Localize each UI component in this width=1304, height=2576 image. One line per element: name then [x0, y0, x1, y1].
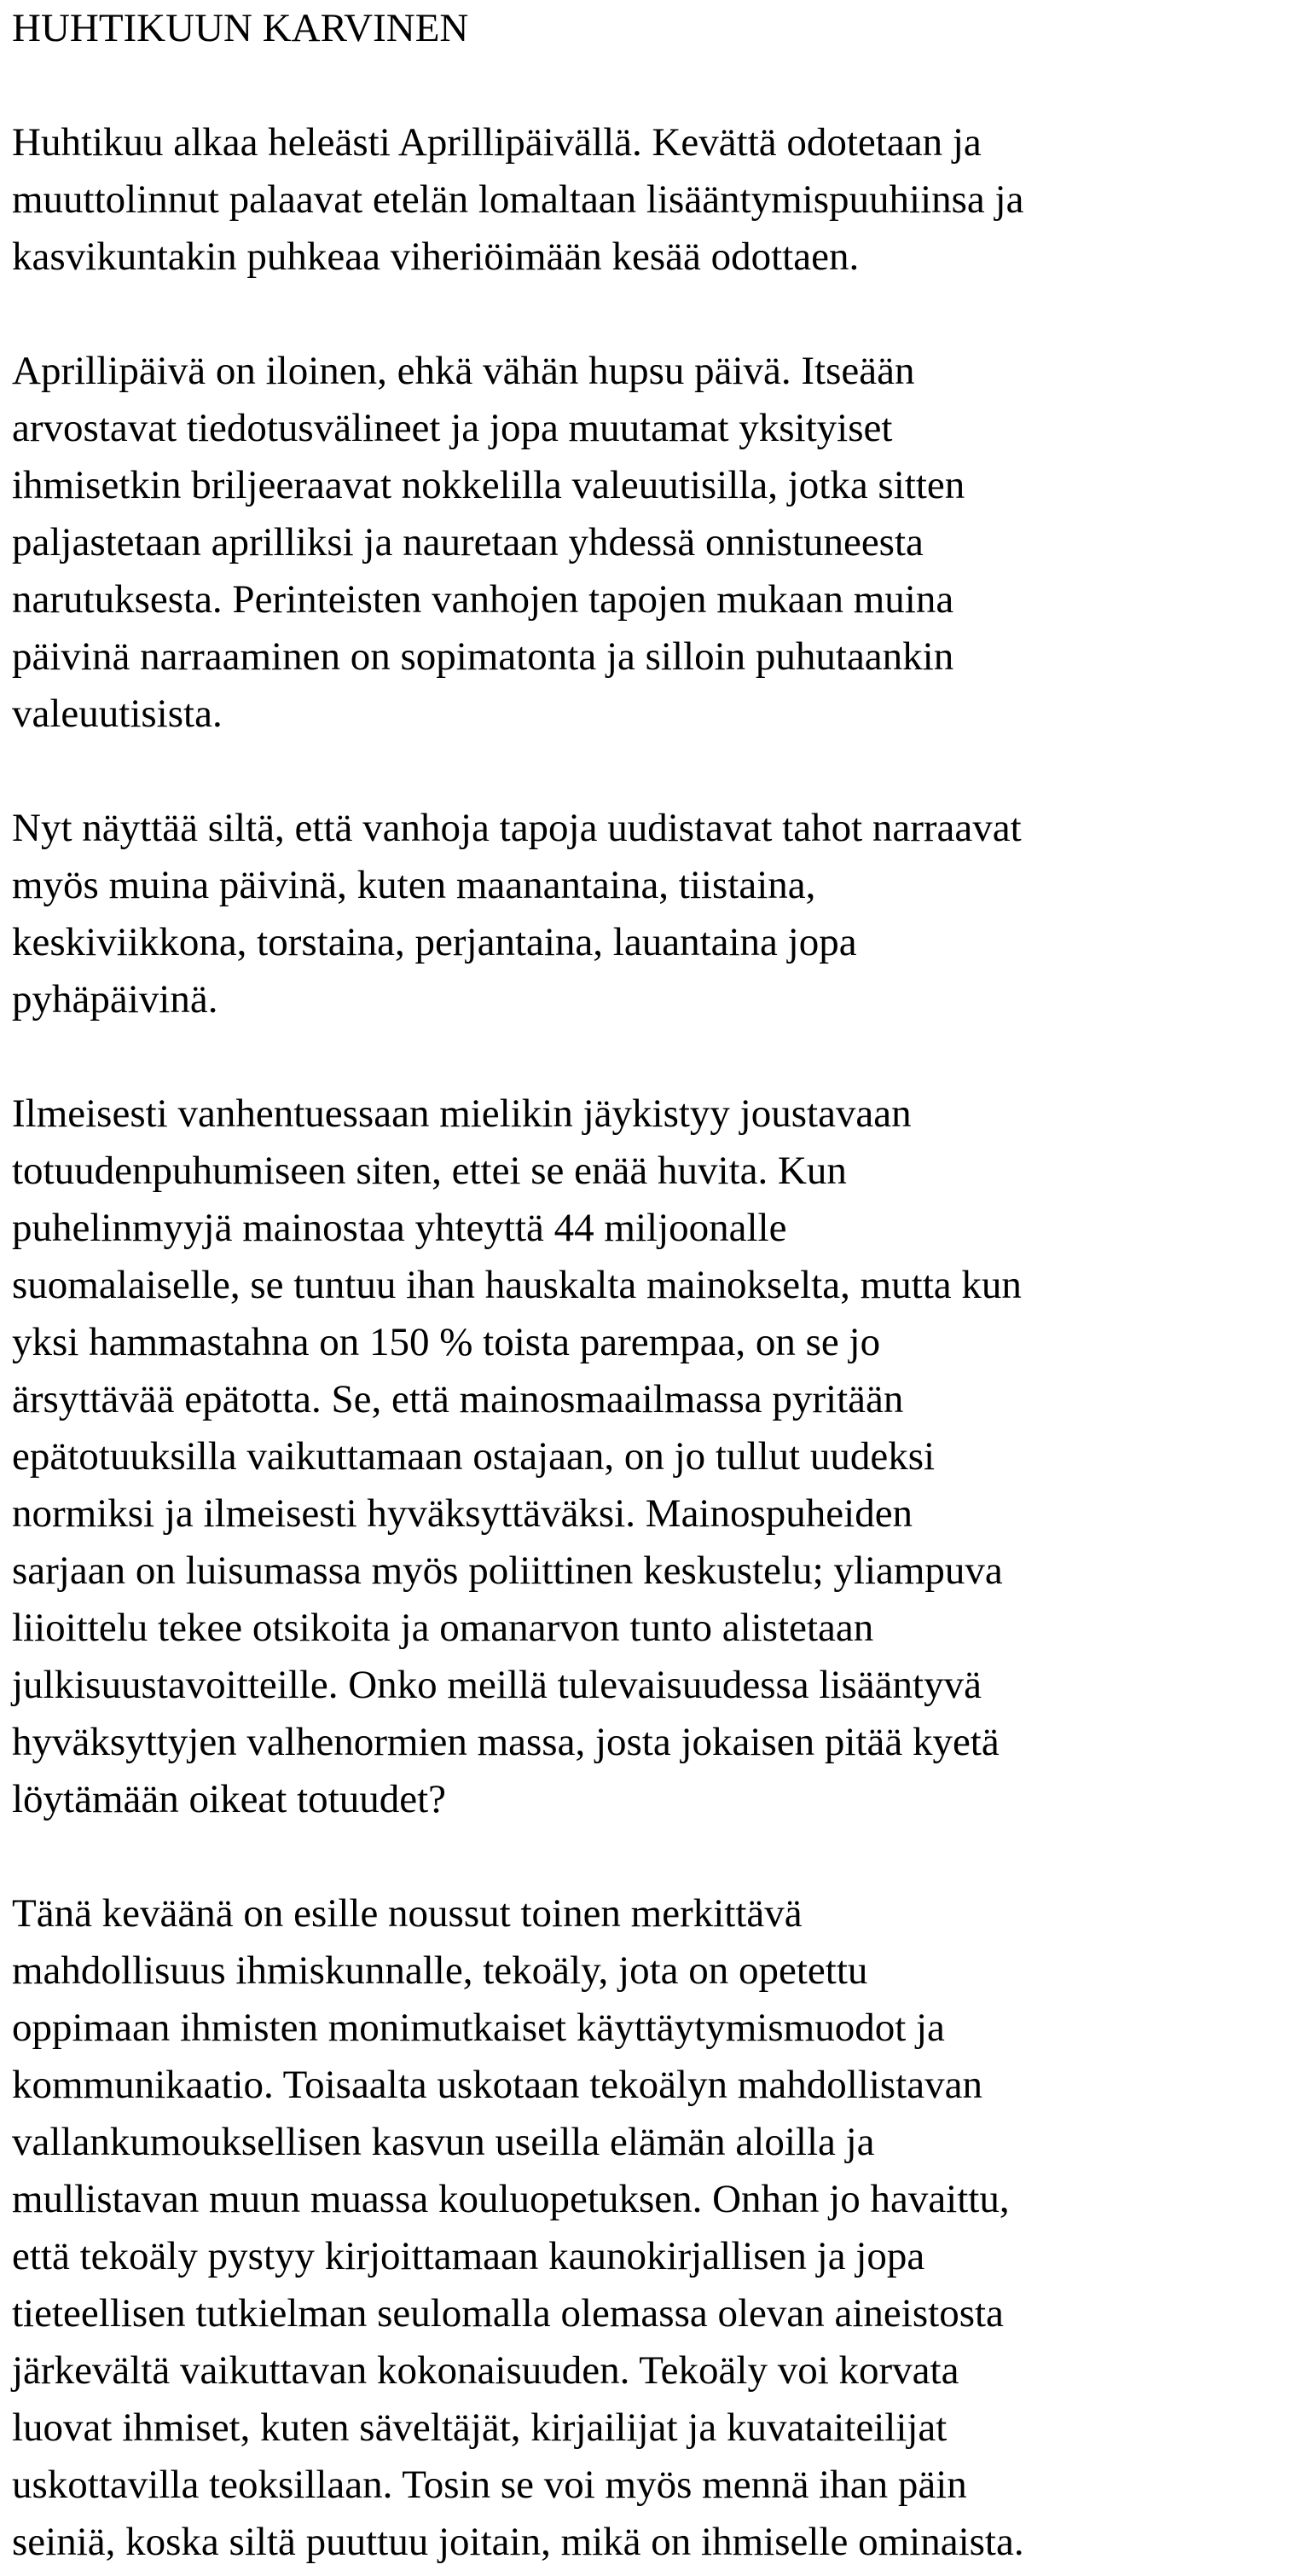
- text-line: Ilmeisesti vanhentuessaan mielikin jäykistyy joustavaan: [12, 1091, 912, 1136]
- text-line: Huhtikuu alkaa heleästi Aprillipäivällä. Kevättä odotetaan ja: [12, 120, 982, 165]
- text-line: totuudenpuhumiseen siten, ettei se enää huvita. Kun: [12, 1149, 847, 1193]
- text-line: keskiviikkona, torstaina, perjantaina, lauantaina jopa: [12, 920, 857, 964]
- text-line: Tänä keväänä on esille noussut toinen merkittävä: [12, 1891, 803, 1936]
- text-line: tieteellisen tutkielman seulomalla olemassa olevan aineistosta: [12, 2291, 1004, 2336]
- paragraph: [12, 286, 1300, 743]
- text-line: kasvikuntakin puhkeaa viheriöimään kesää odottaen.: [12, 234, 860, 279]
- text-line: yksi hammastahna on 150 % toista parempaa, on se jo: [12, 1320, 881, 1364]
- text-line: narutuksesta. Perinteisten vanhojen tapojen mukaan muina: [12, 577, 954, 622]
- text-line: oppimaan ihmisten monimutkaiset käyttäytymismuodot ja: [12, 2006, 945, 2050]
- document-body: [12, 57, 1300, 2571]
- document-title: HUHTIKUUN KARVINEN: [12, 6, 469, 50]
- text-line: epätotuuksilla vaikuttamaan ostajaan, on jo tullut uudeksi: [12, 1434, 936, 1479]
- paragraph: [12, 1828, 1300, 2571]
- text-line: suomalaiselle, se tuntuu ihan hauskalta mainokselta, mutta kun: [12, 1263, 1022, 1307]
- text-line: Aprillipäivä on iloinen, ehkä vähän hupsu päivä. Itseään: [12, 349, 915, 393]
- text-line: vallankumouksellisen kasvun useilla elämän aloilla ja: [12, 2120, 875, 2164]
- text-line: pyhäpäivinä.: [12, 977, 218, 1022]
- text-line: liioittelu tekee otsikoita ja omanarvon tunto alistetaan: [12, 1606, 874, 1650]
- text-line: päivinä narraaminen on sopimatonta ja silloin puhutaankin: [12, 634, 954, 679]
- text-line: luovat ihmiset, kuten säveltäjät, kirjailijat ja kuvataiteilijat: [12, 2405, 948, 2450]
- text-line: puhelinmyyjä mainostaa yhteyttä 44 miljoonalle: [12, 1206, 787, 1250]
- text-line: ihmisetkin briljeeraavat nokkelilla valeuutisilla, jotka sitten: [12, 463, 965, 507]
- text-line: myös muina päivinä, kuten maanantaina, tiistaina,: [12, 863, 816, 907]
- text-line: normiksi ja ilmeisesti hyväksyttäväksi. Mainospuheiden: [12, 1491, 913, 1536]
- text-line: seiniä, koska siltä puuttuu joitain, mikä on ihmiselle ominaista.: [12, 2520, 1024, 2564]
- text-line: ärsyttävää epätotta. Se, että mainosmaailmassa pyritään: [12, 1377, 904, 1421]
- paragraph: [12, 743, 1300, 1028]
- text-line: paljastetaan aprilliksi ja nauretaan yhdessä onnistuneesta: [12, 520, 924, 564]
- text-line: hyväksyttyjen valhenormien massa, josta jokaisen pitää kyetä: [12, 1720, 1000, 1764]
- text-line: mahdollisuus ihmiskunnalle, tekoäly, jota on opetettu: [12, 1948, 868, 1993]
- paragraph: [12, 57, 1300, 286]
- text-line: kommunikaatio. Toisaalta uskotaan tekoälyn mahdollistavan: [12, 2063, 982, 2107]
- text-line: että tekoäly pystyy kirjoittamaan kaunokirjallisen ja jopa: [12, 2234, 925, 2278]
- text-line: järkevältä vaikuttavan kokonaisuuden. Tekoäly voi korvata: [12, 2348, 959, 2393]
- paragraph: [12, 1028, 1300, 1828]
- text-line: sarjaan on luisumassa myös poliittinen keskustelu; yliampuva: [12, 1548, 1003, 1593]
- text-line: arvostavat tiedotusvälineet ja jopa muutamat yksityiset: [12, 406, 893, 450]
- text-line: valeuutisista.: [12, 692, 223, 736]
- text-line: mullistavan muun muassa kouluopetuksen. Onhan jo havaittu,: [12, 2177, 1010, 2221]
- text-line: uskottavilla teoksillaan. Tosin se voi myös mennä ihan päin: [12, 2463, 967, 2507]
- text-line: löytämään oikeat totuudet?: [12, 1777, 446, 1821]
- text-line: muuttolinnut palaavat etelän lomaltaan lisääntymispuuhiinsa ja: [12, 177, 1024, 222]
- text-line: julkisuustavoitteille. Onko meillä tulevaisuudessa lisääntyvä: [12, 1663, 982, 1707]
- text-line: Nyt näyttää siltä, että vanhoja tapoja uudistavat tahot narraavat: [12, 806, 1022, 850]
- document-page: [12, 0, 1300, 2571]
